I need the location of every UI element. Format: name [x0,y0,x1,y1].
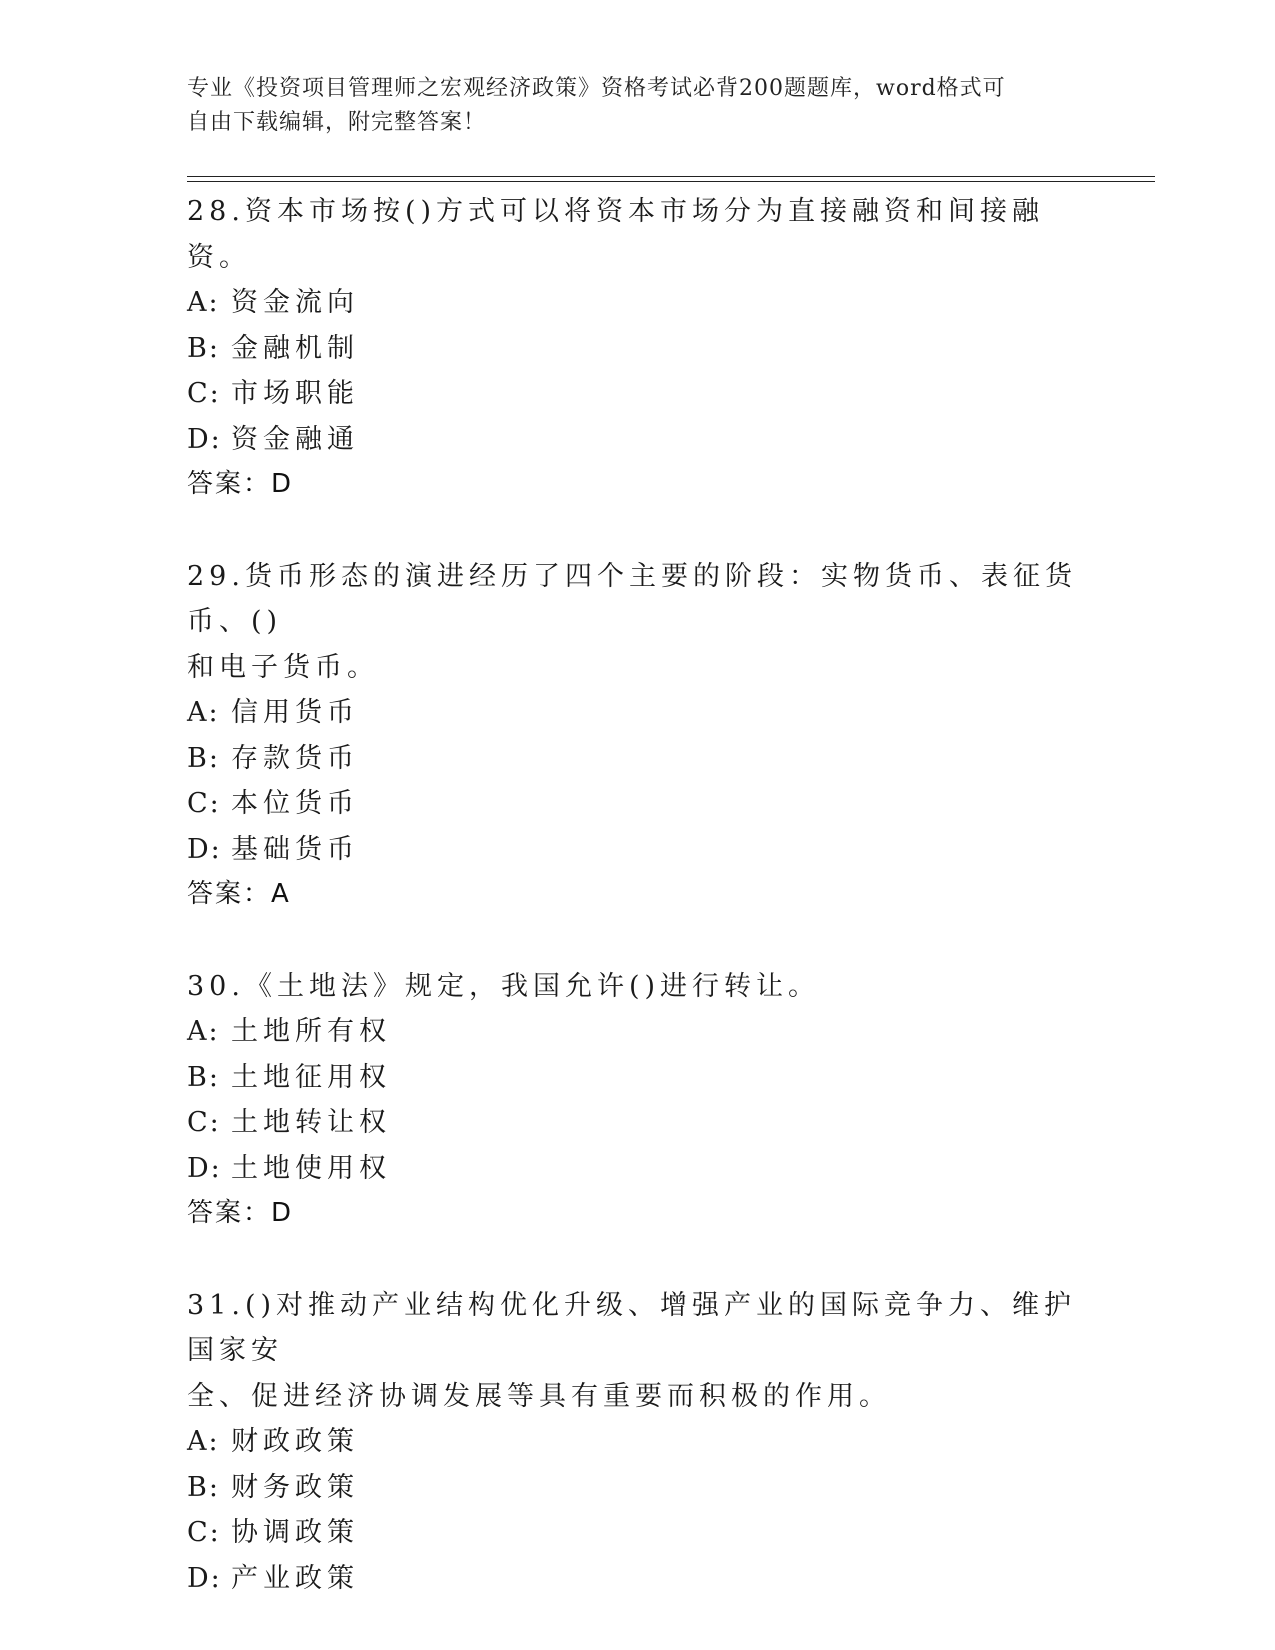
option-letter: C: [187,1107,221,1138]
option-letter: A: [187,1426,220,1457]
option-letter: B: [187,332,220,364]
option-letter: B: [187,1471,220,1503]
option-c [187,1510,1087,1556]
option-text: 资金融通 [231,423,359,455]
option-text: 本位货币 [231,788,359,819]
document-header [187,72,1077,140]
option-text: 财务政策 [231,1471,359,1503]
question-stem: 28.资本市场按()方式可以将资本市场分为直接融资和间接融资。 [187,196,1045,273]
option-c [187,781,1087,827]
option-text: 土地征用权 [231,1061,391,1093]
header-divider-bottom [187,181,1155,182]
question-29 [187,554,1087,918]
option-letter: A: [187,287,220,318]
question-30 [187,964,1087,1237]
option-letter: A: [187,697,220,728]
option-letter: B: [187,742,220,774]
option-a [187,690,1087,736]
header-line-2: 自由下载编辑，附完整答案！ [187,110,487,135]
question-spacer [187,1237,1087,1283]
option-letter: D: [187,833,222,865]
option-c [187,1100,1087,1146]
option-text: 信用货币 [231,697,359,728]
option-a [187,280,1087,326]
header-line-1: 专业《投资项目管理师之宏观经济政策》资格考试必背200题题库，word格式可 [187,76,1006,101]
option-text: 资金流向 [231,287,359,318]
question-stem-line-2: 全、促进经济协调发展等具有重要而积极的作用。 [187,1380,891,1412]
option-text: 财政政策 [231,1426,359,1457]
option-letter: C: [187,788,221,819]
option-text: 基础货币 [231,833,359,865]
question-28 [187,189,1087,508]
question-stem-line-1: 31.()对推动产业结构优化升级、增强产业的国际竞争力、维护国家安 [187,1289,1077,1366]
option-letter: A: [187,1016,220,1047]
option-letter: D: [187,1562,222,1594]
answer-line: 答案：D [187,1198,294,1228]
option-b [187,1055,1087,1101]
question-spacer [187,918,1087,964]
question-stem-line-2: 和电子货币。 [187,651,379,683]
option-b [187,1465,1087,1511]
option-b [187,326,1087,372]
question-list [187,189,1087,1601]
option-text: 土地转让权 [231,1107,391,1138]
option-letter: C: [187,378,221,409]
option-text: 土地所有权 [231,1016,391,1047]
option-letter: D: [187,1152,222,1184]
option-a [187,1009,1087,1055]
answer-line: 答案：D [187,469,294,499]
option-d [187,827,1087,873]
option-d [187,1556,1087,1602]
option-d [187,417,1087,463]
option-text: 土地使用权 [231,1152,391,1184]
option-b [187,736,1087,782]
question-stem: 30.《土地法》规定，我国允许()进行转让。 [187,970,821,1002]
option-text: 产业政策 [231,1562,359,1594]
question-stem-line-1: 29.货币形态的演进经历了四个主要的阶段：实物货币、表征货币、() [187,560,1077,637]
option-letter: C: [187,1517,221,1548]
option-text: 存款货币 [231,742,359,774]
question-31 [187,1283,1087,1602]
option-c [187,371,1087,417]
option-text: 协调政策 [231,1517,359,1548]
answer-line: 答案：A [187,879,291,909]
option-d [187,1146,1087,1192]
option-a [187,1419,1087,1465]
question-spacer [187,508,1087,554]
header-divider-top [187,176,1155,177]
option-letter: B: [187,1061,220,1093]
option-text: 金融机制 [231,332,359,364]
option-text: 市场职能 [231,378,359,409]
option-letter: D: [187,423,222,455]
